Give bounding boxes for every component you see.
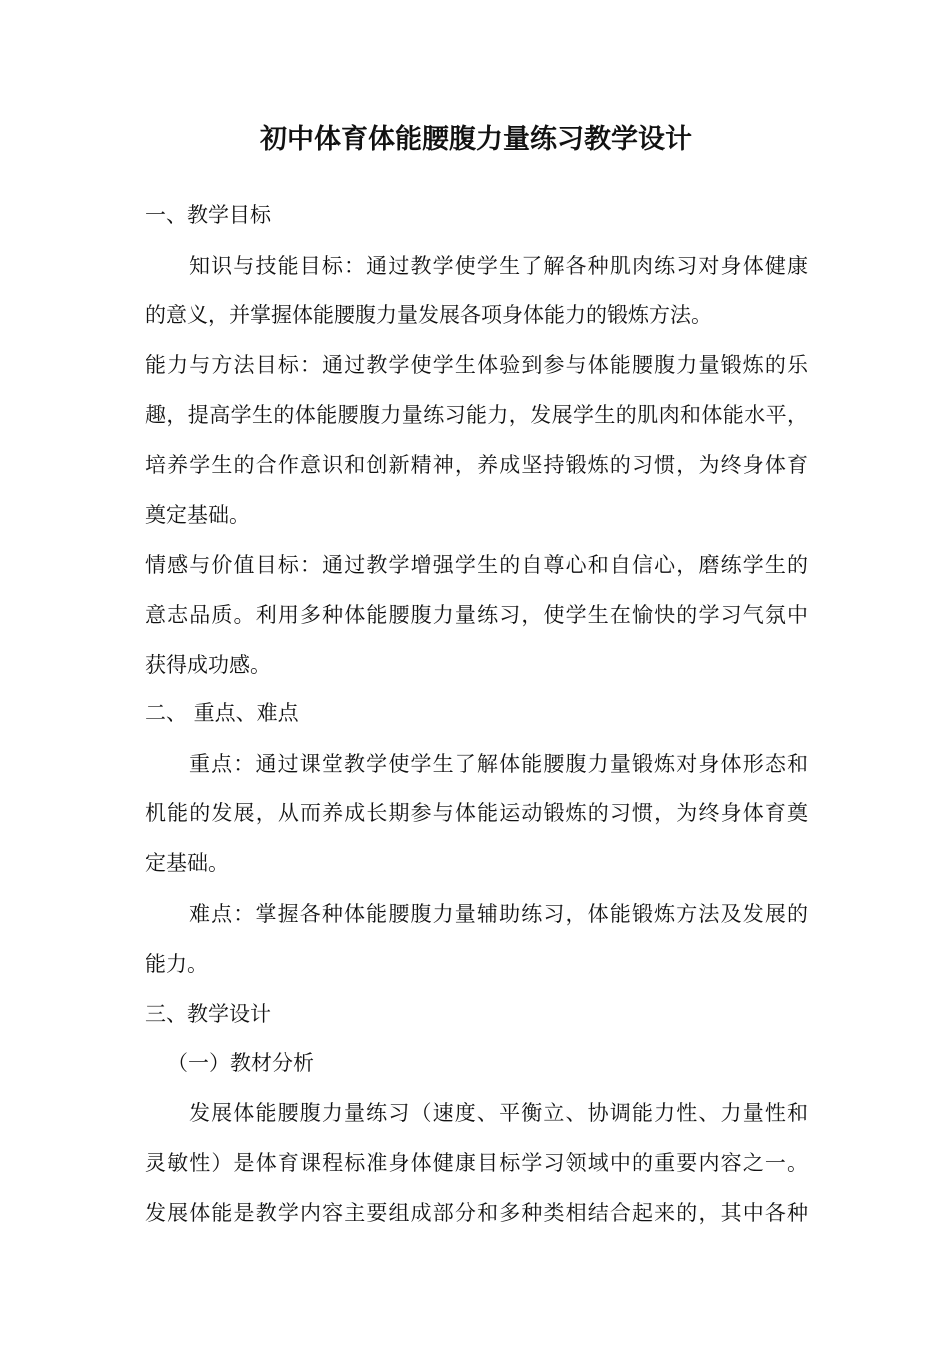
section-heading-key-points: 二、 重点、难点 — [145, 701, 299, 725]
paragraph-line: 重点：通过课堂教学使学生了解体能腰腹力量锻炼对身体形态和 — [189, 752, 808, 776]
paragraph-line: 难点：掌握各种体能腰腹力量辅助练习，体能锻炼方法及发展的 — [189, 902, 808, 926]
paragraph-line: 奠定基础。 — [145, 503, 250, 527]
paragraph-line: 获得成功感。 — [145, 653, 271, 677]
paragraph-line: 发展体能是教学内容主要组成部分和多种类相结合起来的，其中各种 — [145, 1201, 808, 1225]
paragraph-line: 知识与技能目标：通过教学使学生了解各种肌肉练习对身体健康 — [189, 254, 808, 278]
paragraph-line: 发展体能腰腹力量练习（速度、平衡立、协调能力性、力量性和 — [189, 1101, 808, 1125]
paragraph-line: 趣，提高学生的体能腰腹力量练习能力，发展学生的肌肉和体能水平， — [145, 403, 808, 427]
paragraph-line: 的意义，并掌握体能腰腹力量发展各项身体能力的锻炼方法。 — [145, 303, 712, 327]
paragraph-line: 灵敏性）是体育课程标准身体健康目标学习领域中的重要内容之一。 — [145, 1151, 808, 1175]
paragraph-line: 能力与方法目标：通过教学使学生体验到参与体能腰腹力量锻炼的乐 — [145, 353, 808, 377]
paragraph-line: 意志品质。利用多种体能腰腹力量练习，使学生在愉快的学习气氛中 — [145, 603, 808, 627]
paragraph-line: 能力。 — [145, 952, 208, 976]
section-heading-teaching-goals: 一、教学目标 — [145, 203, 271, 227]
paragraph-line: 机能的发展，从而养成长期参与体能运动锻炼的习惯，为终身体育奠 — [145, 801, 808, 825]
paragraph-line: 情感与价值目标：通过教学增强学生的自尊心和自信心，磨练学生的 — [145, 553, 808, 577]
subsection-heading-material-analysis: （一）教材分析 — [167, 1051, 314, 1075]
document-title: 初中体育体能腰腹力量练习教学设计 — [260, 124, 692, 155]
paragraph-line: 定基础。 — [145, 851, 229, 875]
section-heading-teaching-design: 三、教学设计 — [145, 1002, 271, 1026]
paragraph-line: 培养学生的合作意识和创新精神，养成坚持锻炼的习惯，为终身体育 — [145, 453, 808, 477]
